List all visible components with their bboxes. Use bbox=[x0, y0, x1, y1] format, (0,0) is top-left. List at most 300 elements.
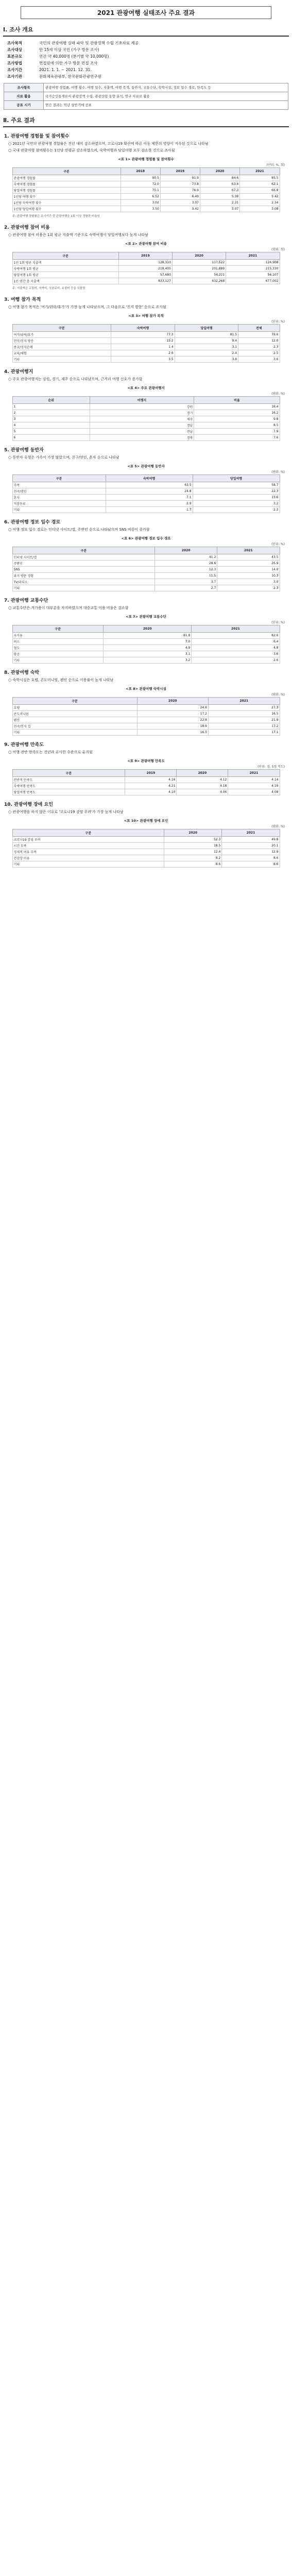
box-label: 공표 시기 bbox=[4, 101, 44, 110]
column-header: 비율 bbox=[194, 397, 280, 404]
table-cell: 기타 bbox=[12, 730, 137, 736]
table-cell: 3.6 bbox=[175, 357, 238, 363]
overview-label: 조사방법 bbox=[7, 61, 22, 65]
table-cell: 117,522 bbox=[172, 260, 226, 266]
table-cell: 18.5 bbox=[164, 843, 222, 849]
table-cell: 49.8 bbox=[222, 837, 280, 843]
table-cell: 75.1 bbox=[121, 188, 160, 194]
subsection-heading: 3. 여행 참가 목적 bbox=[4, 297, 41, 302]
overview-value: 2021. 1. 1. ~ 2021. 12. 31. bbox=[39, 67, 92, 72]
table-header-row bbox=[12, 625, 280, 633]
overview-label: 조사기관 bbox=[7, 74, 22, 79]
table-row bbox=[12, 633, 280, 639]
overview-value: 면접원에 의한 가구 방문 면접 조사 bbox=[39, 61, 98, 65]
column-header: 구분 bbox=[12, 475, 106, 482]
table-cell: 3.2 bbox=[193, 501, 280, 507]
table-cell: 1인당 숙박여행 횟수 bbox=[12, 200, 121, 206]
table-cell: 3.0 bbox=[217, 579, 280, 585]
table-cell: 16.5 bbox=[208, 711, 280, 717]
table-cell: 124,908 bbox=[226, 260, 280, 266]
table-cell: 2.5 bbox=[238, 350, 280, 357]
overview-item bbox=[7, 66, 292, 73]
table-cell: 3.2 bbox=[104, 657, 192, 664]
table-cell: 7.1 bbox=[106, 495, 193, 501]
table-row bbox=[12, 507, 280, 513]
body-paragraph: ○ 2021년 국민의 관광여행 경험률은 전년 대비 감소하였으며, 코로나19 확산에 따른 이동 제한의 영향이 지속된 것으로 나타남 bbox=[8, 141, 287, 147]
subsection-heading: 2. 관광여행 참여 비용 bbox=[4, 225, 50, 230]
table-cell: 기타 bbox=[12, 657, 104, 664]
table-cell: 친구/친지 집 bbox=[12, 723, 137, 730]
column-header: 2020 bbox=[137, 698, 208, 705]
data-table-block bbox=[0, 758, 292, 795]
overview-value: 국민의 관광여행 실태 파악 및 관광정책 수립 기초자료 제공 bbox=[39, 41, 139, 45]
table-cell: 버스 bbox=[12, 639, 104, 645]
box-text: 국가승인통계로서 관광정책 수립, 관광산업 동향 분석, 연구 자료로 활용 bbox=[44, 92, 288, 101]
subsection-heading: 4. 관광여행지 bbox=[4, 369, 33, 375]
table-row bbox=[12, 717, 280, 723]
table-cell: SNS bbox=[12, 567, 155, 573]
overview-label: 표본규모 bbox=[7, 54, 22, 59]
column-header: 2021 bbox=[208, 698, 280, 705]
table-cell: 4.9 bbox=[104, 645, 192, 651]
table-cell: 56,107 bbox=[226, 272, 280, 278]
table-title: <표 8> 관광여행 숙박시설 bbox=[126, 687, 166, 691]
table-row bbox=[12, 429, 280, 435]
table-cell: 2.3 bbox=[238, 344, 280, 350]
table-cell: 제주 bbox=[90, 416, 194, 422]
table-cell: 63.4 bbox=[200, 181, 240, 188]
table-cell: 76.9 bbox=[160, 188, 200, 194]
table-cell: 종교/성지순례 bbox=[12, 344, 111, 350]
table-cell: 콘도미니엄 bbox=[12, 711, 137, 717]
table-row bbox=[12, 200, 280, 206]
section-heading: Ⅱ. 주요 결과 bbox=[3, 117, 35, 124]
column-header: 숙박여행 bbox=[111, 325, 175, 332]
table-cell: 4.19 bbox=[228, 783, 280, 789]
table-cell: 당일여행 1회 평균 bbox=[12, 272, 118, 278]
table-cell: 시간 부족 bbox=[12, 843, 164, 849]
table-title: <표 6> 관광여행 정보 입수 경로 bbox=[121, 536, 171, 540]
data-table-block bbox=[0, 614, 292, 664]
column-header: 2020 bbox=[155, 547, 217, 554]
column-header: 2021 bbox=[226, 252, 280, 260]
table-cell: 4.21 bbox=[125, 783, 177, 789]
data-table bbox=[12, 474, 280, 513]
table-row bbox=[12, 554, 280, 561]
table-cell: 2.4 bbox=[175, 350, 238, 357]
table-cell: 63.5 bbox=[106, 482, 193, 488]
table-cell: 2 bbox=[12, 410, 90, 416]
table-row bbox=[12, 181, 280, 188]
table-cell: 14.0 bbox=[217, 567, 280, 573]
table-row bbox=[12, 266, 280, 272]
table-cell: 79.6 bbox=[238, 332, 280, 338]
table-row bbox=[12, 837, 280, 843]
data-table bbox=[12, 324, 280, 363]
table-cell: 8.2 bbox=[164, 855, 222, 861]
table-cell: 13.6 bbox=[193, 495, 280, 501]
table-row bbox=[12, 272, 280, 278]
body-paragraph: ○ 여행 참가 목적은 '여가/위락/휴가'가 가장 높게 나타났으며, 그 다음으로 '친지 방문' 순으로 조사됨 bbox=[8, 304, 287, 310]
table-header-row bbox=[12, 252, 280, 260]
overview-box-table bbox=[4, 83, 288, 110]
table-cell: 3.07 bbox=[160, 200, 200, 206]
table-cell: 기타 bbox=[12, 507, 106, 513]
table-row bbox=[12, 561, 280, 567]
body-paragraph: ○ 동반자 유형은 가족이 가장 많았으며, 친구/연인, 혼자 순으로 나타남 bbox=[8, 455, 287, 461]
table-cell: 4.18 bbox=[177, 783, 228, 789]
data-table-block bbox=[0, 686, 292, 736]
table-cell: 숙박여행 만족도 bbox=[12, 783, 125, 789]
table-cell: 57,680 bbox=[118, 272, 172, 278]
table-row bbox=[12, 435, 280, 441]
table-cell: 58.7 bbox=[193, 482, 280, 488]
table-cell: 코로나19 감염 우려 bbox=[12, 837, 164, 843]
table-header-row bbox=[12, 475, 280, 482]
table-unit: (단위: %) bbox=[271, 693, 285, 697]
table-header-row bbox=[12, 168, 280, 175]
column-header: 구분 bbox=[12, 770, 125, 777]
table-cell: 8.5 bbox=[194, 422, 280, 429]
data-table bbox=[12, 547, 280, 591]
table-unit: (단위: %) bbox=[271, 825, 285, 828]
table-title: <표 5> 관광여행 동반자 bbox=[127, 464, 165, 468]
table-cell: 항공 bbox=[12, 651, 104, 657]
table-header-row bbox=[12, 829, 280, 837]
column-header: 당일여행 bbox=[175, 325, 238, 332]
box-text: 관광여행 경험률, 여행 횟수, 여행 일수, 지출액, 여행 목적, 동반자, 교통수단, 숙박시설, 정보 입수 경로, 만족도 등 bbox=[44, 83, 288, 92]
overview-item bbox=[7, 40, 292, 46]
table-cell: 41.2 bbox=[155, 554, 217, 561]
table-row bbox=[12, 338, 280, 344]
table-row bbox=[12, 861, 280, 868]
table-cell: 기타 bbox=[12, 861, 164, 868]
column-header: 구분 bbox=[12, 547, 155, 554]
table-cell: 교육/체험 bbox=[12, 350, 111, 357]
table-cell: 18.9 bbox=[137, 723, 208, 730]
table-row bbox=[12, 639, 280, 645]
box-row bbox=[4, 92, 288, 101]
table-unit: (단위: 원) bbox=[271, 248, 285, 251]
overview-label: 조사목적 bbox=[7, 41, 22, 45]
table-cell: 4.08 bbox=[228, 789, 280, 795]
subsection-heading: 5. 관광여행 동반자 bbox=[4, 448, 44, 453]
subsection-heading: 6. 관광여행 정보 입수 경로 bbox=[4, 520, 61, 525]
overview-item bbox=[7, 73, 292, 80]
table-cell: 62.1 bbox=[240, 181, 280, 188]
table-cell: 3.07 bbox=[200, 206, 240, 212]
table-cell: 친구/친지 방문 bbox=[12, 338, 111, 344]
data-table-block bbox=[0, 385, 292, 441]
table-cell: 2.2 bbox=[193, 507, 280, 513]
table-cell: 52.3 bbox=[164, 837, 222, 843]
column-header: 2020 bbox=[200, 168, 240, 175]
table-cell: 3.6 bbox=[238, 357, 280, 363]
box-label: 자료 활용 bbox=[4, 92, 44, 101]
column-header: 2021 bbox=[222, 829, 280, 837]
table-cell: 여가/위락/휴가 bbox=[12, 332, 111, 338]
table-cell: 2.3 bbox=[217, 585, 280, 591]
table-cell: 28.6 bbox=[155, 561, 217, 567]
table-cell: 4.10 bbox=[125, 789, 177, 795]
table-row bbox=[12, 843, 280, 849]
table-cell: 경남 bbox=[90, 422, 194, 429]
table-cell: 26.9 bbox=[217, 561, 280, 567]
table-row bbox=[12, 705, 280, 711]
table-cell: 6 bbox=[12, 435, 90, 441]
table-cell: 677,002 bbox=[226, 278, 280, 284]
subsection-heading: 1. 관광여행 경험률 및 참여횟수 bbox=[4, 134, 70, 139]
table-cell: 2.6 bbox=[111, 350, 175, 357]
column-header: 순위 bbox=[12, 397, 90, 404]
table-cell: 3 bbox=[12, 416, 90, 422]
table-row bbox=[12, 711, 280, 717]
table-cell: 관광여행 경험률 bbox=[12, 175, 121, 181]
table-cell: 전남 bbox=[90, 429, 194, 435]
table-title: <표 3> 여행 참가 목적 bbox=[128, 314, 164, 318]
table-row bbox=[12, 573, 280, 579]
overview-label: 조사대상 bbox=[7, 47, 22, 52]
table-header-row bbox=[12, 770, 280, 777]
document-page bbox=[0, 6, 292, 2576]
data-table-block bbox=[0, 536, 292, 591]
box-label: 조사항목 bbox=[4, 83, 44, 92]
table-cell: 17.2 bbox=[137, 711, 208, 717]
column-header: 구분 bbox=[12, 252, 118, 260]
table-title: <표 9> 관광여행 만족도 bbox=[127, 759, 165, 763]
data-table-block bbox=[0, 818, 292, 868]
table-cell: 4.14 bbox=[228, 777, 280, 783]
table-cell: 4.12 bbox=[177, 777, 228, 783]
table-row bbox=[12, 730, 280, 736]
table-cell: 8.6 bbox=[222, 855, 280, 861]
table-unit: (단위: %) bbox=[271, 392, 285, 396]
table-cell: 경제적 여유 부족 bbox=[12, 849, 164, 855]
table-cell: 기타 bbox=[12, 585, 155, 591]
table-row bbox=[12, 357, 280, 363]
table-row bbox=[12, 194, 280, 200]
table-cell: 3.1 bbox=[104, 651, 192, 657]
table-cell: 17.1 bbox=[208, 730, 280, 736]
section-heading: Ⅰ. 조사 개요 bbox=[3, 26, 33, 33]
table-row bbox=[12, 645, 280, 651]
table-cell: 7.9 bbox=[194, 429, 280, 435]
table-cell: 5.42 bbox=[240, 194, 280, 200]
table-cell: 기타 bbox=[12, 357, 111, 363]
body-paragraph: ○ 관광여행 참여 비용은 1회 평균 지출액 기준으로 숙박여행이 당일여행보다 높게 나타남 bbox=[8, 232, 287, 238]
table-cell: 호텔 bbox=[12, 705, 137, 711]
column-header: 당일여행 bbox=[193, 475, 280, 482]
table-row bbox=[12, 651, 280, 657]
box-text: 연간 결과는 익년 상반기에 공표 bbox=[44, 101, 288, 110]
section-divider bbox=[3, 36, 289, 37]
table-cell: 6.4 bbox=[192, 639, 280, 645]
data-table bbox=[12, 697, 280, 736]
table-cell: 632,268 bbox=[172, 278, 226, 284]
table-cell: 24.8 bbox=[106, 488, 193, 495]
table-cell: 3.08 bbox=[240, 206, 280, 212]
table-cell: 4 bbox=[12, 422, 90, 429]
body-paragraph: ○ 여행 정보 입수 경로는 인터넷 사이트/앱, 주변인 순으로 나타났으며 SNS 비중이 증가함 bbox=[8, 527, 287, 533]
table-cell: 6.49 bbox=[160, 194, 200, 200]
subsection-heading: 8. 관광여행 숙박 bbox=[4, 670, 40, 675]
table-cell: 1.4 bbox=[111, 344, 175, 350]
table-cell: 가족 bbox=[12, 482, 106, 488]
table-cell: 5 bbox=[12, 429, 90, 435]
table-cell: 17.2 bbox=[208, 723, 280, 730]
table-cell: 4.16 bbox=[125, 777, 177, 783]
table-cell: 15.2 bbox=[111, 338, 175, 344]
table-unit: (단위: %) bbox=[271, 621, 285, 624]
overview-value: 문화체육관광부, 한국문화관광연구원 bbox=[39, 74, 101, 79]
column-header: 2021 bbox=[217, 547, 280, 554]
column-header: 2018 bbox=[121, 168, 160, 175]
table-cell: 218,405 bbox=[118, 266, 172, 272]
table-cell: 12.0 bbox=[238, 338, 280, 344]
table-cell: 8.6 bbox=[164, 861, 222, 868]
table-cell: 철도 bbox=[12, 645, 104, 651]
table-cell: 22.8 bbox=[137, 717, 208, 723]
table-row bbox=[12, 777, 280, 783]
table-cell: 9.4 bbox=[175, 338, 238, 344]
table-cell: 전반적 만족도 bbox=[12, 777, 125, 783]
table-cell: 친구/연인 bbox=[12, 488, 106, 495]
table-cell: 4.8 bbox=[192, 645, 280, 651]
table-cell: 3.42 bbox=[160, 206, 200, 212]
page-bottom-spacer bbox=[0, 870, 292, 2576]
table-cell: TV/라디오 bbox=[12, 579, 155, 585]
data-table-block bbox=[0, 157, 292, 212]
subsection-heading: 7. 관광여행 교통수단 bbox=[4, 598, 48, 603]
table-cell: 27.3 bbox=[208, 705, 280, 711]
table-cell: 85.5 bbox=[240, 175, 280, 181]
data-table bbox=[12, 769, 280, 795]
table-cell: 2.7 bbox=[155, 585, 217, 591]
table-unit: (단위: %) bbox=[271, 543, 285, 546]
table-row bbox=[12, 657, 280, 664]
table-cell: 3.6 bbox=[192, 651, 280, 657]
column-header: 구분 bbox=[12, 829, 164, 837]
table-cell: 1인당 여행 횟수 bbox=[12, 194, 121, 200]
column-header: 2020 bbox=[172, 252, 226, 260]
document-title: 2021 관광여행 실태조사 주요 결과 bbox=[21, 6, 271, 19]
table-note: 주: 관광여행 경험률은 조사기간 중 관광여행을 1회 이상 경험한 비율임 bbox=[12, 215, 100, 218]
overview-label: 조사기간 bbox=[7, 67, 22, 72]
table-cell: 3.02 bbox=[121, 200, 160, 206]
table-row bbox=[12, 175, 280, 181]
table-note: 주: 지출액은 교통비, 숙박비, 식음료비, 쇼핑비 등을 포함함 bbox=[12, 287, 85, 290]
table-cell: 3.50 bbox=[121, 206, 160, 212]
body-paragraph: ○ 여행 전반 만족도는 전년과 유사한 수준으로 유지됨 bbox=[8, 750, 287, 755]
table-row bbox=[12, 332, 280, 338]
table-cell: 인터넷 사이트/앱 bbox=[12, 554, 155, 561]
table-cell: 6.52 bbox=[121, 194, 160, 200]
table-cell: 12.3 bbox=[155, 567, 217, 573]
table-cell: 12.9 bbox=[222, 849, 280, 855]
column-header: 구분 bbox=[12, 325, 111, 332]
table-cell: 1인 1회 평균 지출액 bbox=[12, 260, 118, 266]
table-row bbox=[12, 501, 280, 507]
column-header: 구분 bbox=[12, 698, 137, 705]
table-row bbox=[12, 567, 280, 573]
table-cell: 12.4 bbox=[164, 849, 222, 855]
table-cell: 7.0 bbox=[104, 639, 192, 645]
table-row bbox=[12, 482, 280, 488]
column-header: 숙박여행 bbox=[106, 475, 193, 482]
data-table bbox=[12, 625, 280, 664]
table-cell: 90.5 bbox=[121, 175, 160, 181]
table-cell: 10.3 bbox=[217, 573, 280, 579]
table-cell: 82.6 bbox=[192, 633, 280, 639]
body-paragraph: ○ 숙박시설은 호텔, 콘도미니엄, 펜션 순으로 이용률이 높게 나타남 bbox=[8, 677, 287, 683]
table-title: <표 4> 주요 관광여행지 bbox=[127, 386, 165, 390]
table-cell: 9.8 bbox=[194, 416, 280, 422]
overview-value: 연간 약 40,000명 (분기별 약 10,000명) bbox=[39, 54, 109, 59]
table-cell: 7.6 bbox=[194, 435, 280, 441]
table-cell: 67.3 bbox=[200, 188, 240, 194]
table-row bbox=[12, 404, 280, 410]
overview-value: 만 15세 이상 국민 (가구 방문 조사) bbox=[39, 47, 99, 52]
subsection-heading: 10. 관광여행 장애 요인 bbox=[4, 802, 53, 807]
table-cell: 2.9 bbox=[106, 501, 193, 507]
table-unit: (단위: %) bbox=[271, 320, 285, 324]
column-header: 2020 bbox=[104, 625, 192, 633]
table-row bbox=[12, 783, 280, 789]
box-row bbox=[4, 101, 288, 110]
data-table-block bbox=[0, 464, 292, 513]
table-cell: 3.7 bbox=[155, 579, 217, 585]
table-cell: 22.3 bbox=[193, 488, 280, 495]
table-cell: 43.5 bbox=[217, 554, 280, 561]
data-table-block bbox=[0, 313, 292, 363]
body-paragraph: ○ 국내 관광여행 참여횟수는 1인당 연평균 감소하였으며, 숙박여행과 당일여행 모두 감소한 것으로 조사됨 bbox=[8, 148, 287, 154]
subsection-heading: 9. 관광여행 만족도 bbox=[4, 742, 44, 748]
column-header: 2020 bbox=[177, 770, 228, 777]
column-header: 2019 bbox=[125, 770, 177, 777]
table-header-row bbox=[12, 325, 280, 332]
table-row bbox=[12, 422, 280, 429]
column-header: 여행지 bbox=[90, 397, 194, 404]
overview-item bbox=[7, 53, 292, 60]
table-cell: 833,127 bbox=[118, 278, 172, 284]
table-cell: 91.9 bbox=[160, 175, 200, 181]
table-row bbox=[12, 579, 280, 585]
table-row bbox=[12, 849, 280, 855]
table-cell: 11.5 bbox=[155, 573, 217, 579]
table-cell: 54,221 bbox=[172, 272, 226, 278]
column-header: 2020 bbox=[164, 829, 222, 837]
table-cell: 77.3 bbox=[111, 332, 175, 338]
overview-item bbox=[7, 46, 292, 53]
table-cell: 3.1 bbox=[175, 344, 238, 350]
table-unit: (단위: %) bbox=[271, 470, 285, 474]
table-cell: 경북 bbox=[90, 435, 194, 441]
table-row bbox=[12, 416, 280, 422]
table-cell: 18.4 bbox=[194, 404, 280, 410]
table-cell: 1인 연간 총 지출액 bbox=[12, 278, 118, 284]
table-cell: 자가용 bbox=[12, 633, 104, 639]
table-cell: 16.5 bbox=[137, 730, 208, 736]
table-cell: 66.8 bbox=[240, 188, 280, 194]
table-cell: 2.6 bbox=[192, 657, 280, 664]
table-title: <표 7> 관광여행 교통수단 bbox=[126, 615, 166, 619]
body-paragraph: ○ 교통수단은 자가용이 대부분을 차지하였으며 대중교통 이용 비율은 감소함 bbox=[8, 605, 287, 611]
table-cell: 당일여행 만족도 bbox=[12, 789, 125, 795]
table-cell: 84.6 bbox=[200, 175, 240, 181]
column-header: 전체 bbox=[238, 325, 280, 332]
table-cell: 펜션 bbox=[12, 717, 137, 723]
table-cell: 숙박여행 1회 평균 bbox=[12, 266, 118, 272]
